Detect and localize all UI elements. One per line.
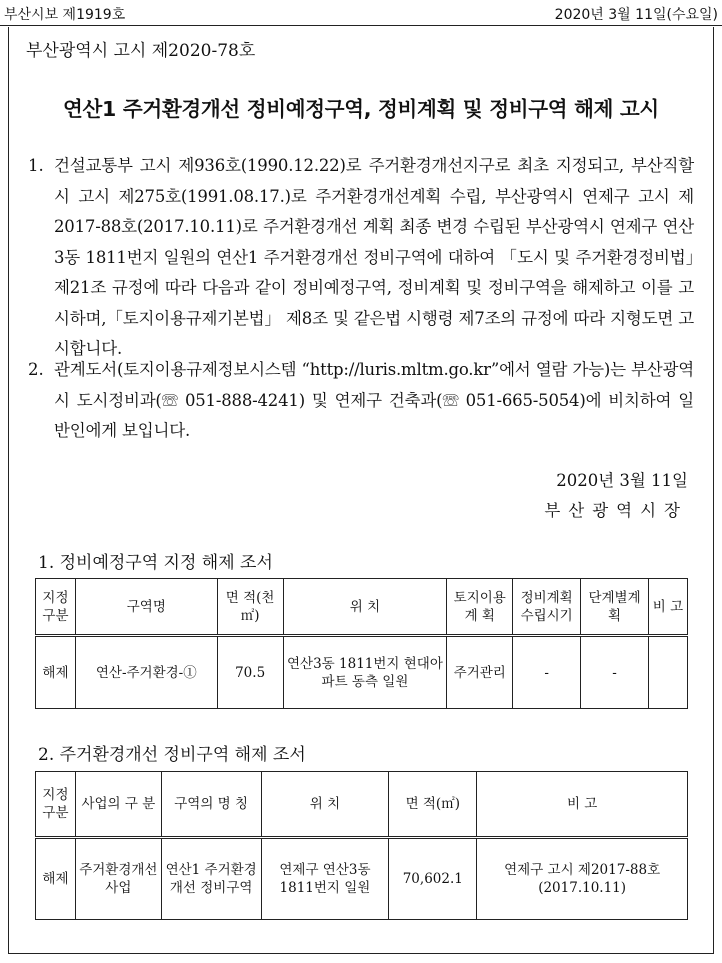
header-cell: 정비계획수립시기 — [513, 579, 581, 636]
table-cell: 해제 — [36, 636, 76, 709]
table-cell: 연산3동 1811번지 현대아파트 동측 일원 — [283, 636, 447, 709]
paragraph-1 — [28, 151, 694, 365]
header-cell: 비 고 — [648, 579, 687, 636]
section-heading-2: 2. 주거환경개선 정비구역 해제 조서 — [38, 745, 306, 765]
section-heading-1: 1. 정비예정구역 지정 해제 조서 — [38, 553, 273, 573]
table-cell: 70,602.1 — [389, 838, 477, 920]
table-cell — [648, 636, 687, 709]
table-cell: - — [513, 636, 581, 709]
table-cell: 주거환경개선사업 — [75, 838, 161, 920]
table-zone-release — [35, 578, 688, 709]
header-cell: 위 치 — [261, 772, 389, 838]
header-cell: 사업의 구 분 — [75, 772, 161, 838]
header-cell: 단계별계 획 — [581, 579, 649, 636]
table-cell: 연산1 주거환경개선 정비구역 — [161, 838, 261, 920]
header-cell: 토지이용계 획 — [447, 579, 513, 636]
paragraph-text: 건설교통부 고시 제936호(1990.12.22)로 주거환경개선지구로 최초 지정되고, 부산직할시 고시 제275호(1991.08.17.)로 주거환경개선계획 수립, 부산광역시 연제구 고시 제2017-88호(2017.10.11)로 주거환경개선 계획 최종 변경 수립된 부산광역시 연제구 연산3동 1811번지 일원의 연산1 주거환경개선 정비구역에 대하여 「도시 및 주거환경정비법」제21조 규정에 따라 다음과 같이 정비예정구역, 정비계획 및 정비구역을 해제하고 이를 고시하며,「토지이용규제기본법」 제8조 및 같은법 시행령 제7조의 규정에 따라 지형도면 고시합니다. — [54, 156, 694, 358]
header-cell: 지정구분 — [36, 579, 76, 636]
table-cell: 연제구 연산3동 1811번지 일원 — [261, 838, 389, 920]
header-cell: 면 적(천㎡) — [217, 579, 283, 636]
signer: 부산광역시장 — [544, 501, 688, 520]
table-district-release — [35, 771, 688, 920]
gazette-issue: 부산시보 제1919호 — [4, 7, 126, 23]
table-row — [36, 838, 688, 920]
table-cell: 70.5 — [217, 636, 283, 709]
paragraph-text: 관계도서(토지이용규제정보시스템 “http://luris.mltm.go.kr”에서 열람 가능)는 부산광역시 도시정비과(☏ 051-888-4241) 및 연제구 건축과(☏ 051-665-5054)에 비치하여 일반인에게 보입니다. — [54, 360, 694, 440]
header-cell: 지정구분 — [36, 772, 76, 838]
notice-number: 부산광역시 고시 제2020-78호 — [26, 41, 256, 61]
page-title: 연산1 주거환경개선 정비예정구역, 정비계획 및 정비구역 해제 고시 — [63, 97, 659, 121]
paragraph-number: 1. — [28, 156, 44, 175]
table-header-row — [36, 579, 688, 636]
gazette-header — [0, 0, 722, 28]
table-cell: - — [581, 636, 649, 709]
table-cell: 해제 — [36, 838, 76, 920]
header-rule — [0, 25, 722, 26]
header-cell: 구역의 명 칭 — [161, 772, 261, 838]
gazette-date: 2020년 3월 11일(수요일) — [554, 7, 718, 23]
header-cell: 비 고 — [477, 772, 688, 838]
header-cell: 위 치 — [283, 579, 447, 636]
table-row — [36, 636, 688, 709]
paragraph-2 — [28, 355, 694, 447]
paragraph-number: 2. — [28, 360, 44, 379]
header-cell: 구역명 — [75, 579, 217, 636]
table-header-row — [36, 772, 688, 838]
table-cell: 주거관리 — [447, 636, 513, 709]
header-cell: 면 적(㎡) — [389, 772, 477, 838]
table-cell: 연제구 고시 제2017-88호 (2017.10.11) — [477, 838, 688, 920]
table-cell: 연산-주거환경-① — [75, 636, 217, 709]
notice-date: 2020년 3월 11일 — [556, 471, 688, 490]
